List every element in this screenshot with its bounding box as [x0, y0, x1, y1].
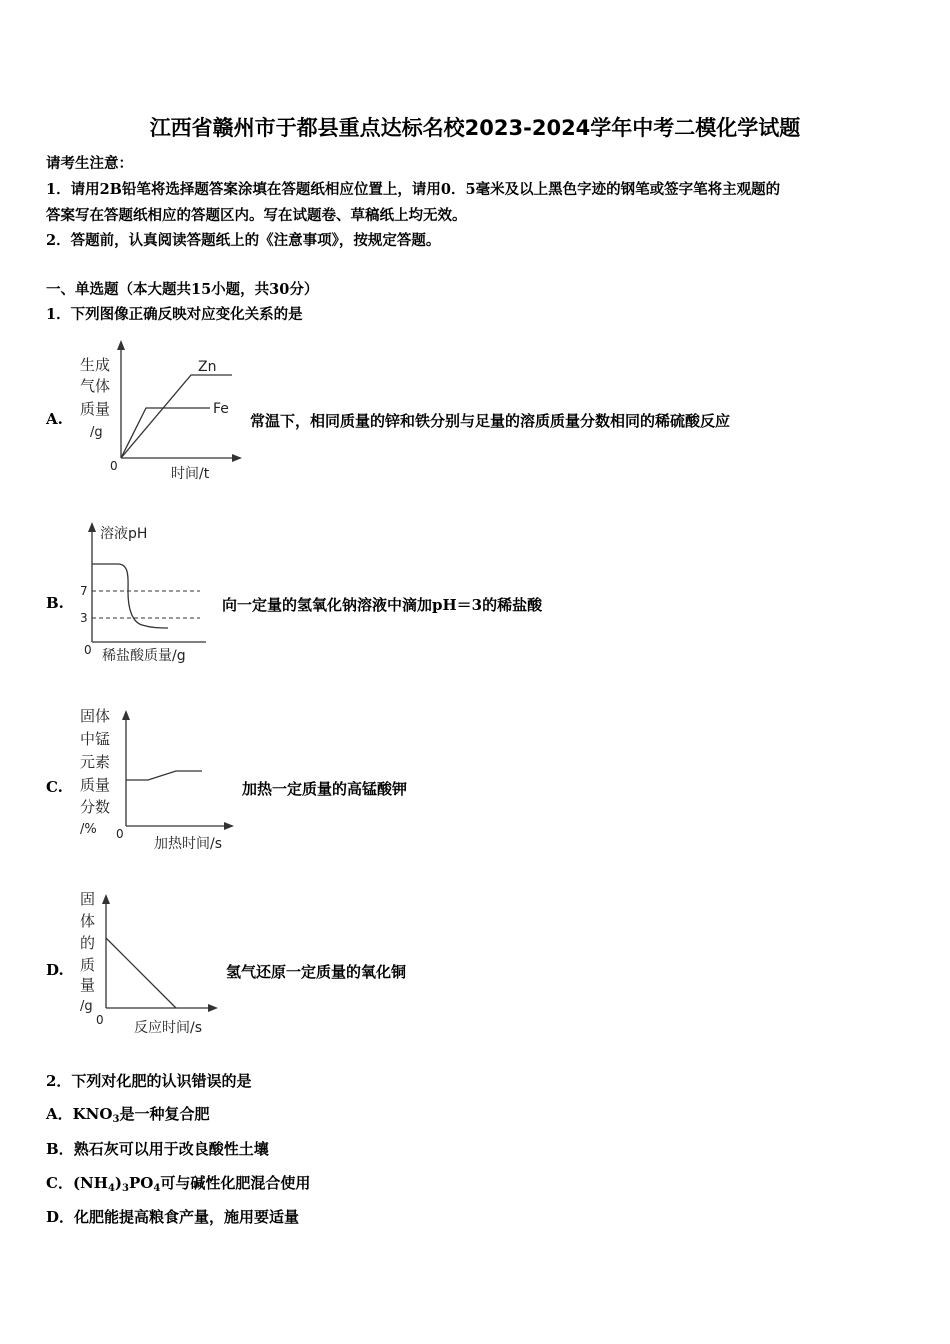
graph-a-zn-label: Zn: [198, 359, 217, 375]
q2-option-d-text: 化肥能提高粮食产量，施用要适量: [74, 1208, 300, 1226]
graph-c-ylabel-4: 质量: [80, 776, 111, 794]
graph-b-tick-7: 7: [80, 584, 88, 598]
graph-b-y-arrow: [88, 522, 96, 532]
q2-option-a-letter: A．: [46, 1105, 73, 1123]
graph-d-ylabel-5: 量: [80, 976, 96, 994]
graph-d-xlabel: 反应时间/s: [134, 1020, 203, 1036]
q2-option-d-letter: D．: [46, 1208, 75, 1226]
q2-option-c-formula-2: ): [114, 1174, 123, 1192]
graph-c-y-arrow: [122, 710, 130, 720]
q2-option-c-formula-1: (NH: [72, 1174, 108, 1192]
q2-option-c-sub-3: 4: [153, 1183, 161, 1194]
q2-option-a-sub: 3: [112, 1114, 120, 1125]
graph-b-ylabel: 溶液pH: [100, 526, 148, 542]
graph-b-origin: 0: [84, 643, 92, 657]
q2-option-a-text: 是一种复合肥: [119, 1105, 210, 1123]
q2-option-c-text: 可与碱性化肥混合使用: [160, 1174, 311, 1192]
graph-a-fe-line: [121, 408, 210, 458]
graph-d-ylabel-4: 质: [80, 956, 96, 974]
graph-b-xlabel: 稀盐酸质量/g: [102, 648, 186, 664]
graph-a-xlabel: 时间/t: [171, 466, 210, 482]
q1-option-b-text: 向一定量的氢氧化钠溶液中滴加pH＝3的稀盐酸: [222, 596, 543, 614]
notice-item-1-line-2: 答案写在答题纸相应的答题区内。写在试题卷、草稿纸上均无效。: [46, 207, 467, 224]
graph-b-tick-3: 3: [80, 611, 88, 625]
q1-option-b-letter: B.: [46, 594, 64, 612]
notice-item-1-line-1: 1．请用2B铅笔将选择题答案涂填在答题纸相应位置上，请用0．5毫米及以上黑色字迹的钢笔或签字笔将主观题的: [46, 181, 781, 198]
q1-option-b-graph: [76, 518, 216, 668]
graph-d-y-arrow: [102, 894, 110, 904]
graph-a-ylabel-2: 气体: [80, 377, 111, 395]
q2-option-c-sub-1: 4: [107, 1183, 115, 1194]
graph-c-x-arrow: [224, 822, 234, 830]
graph-d-ylabel-2: 体: [80, 912, 96, 930]
q2-option-b: [46, 1138, 269, 1159]
graph-d-origin: 0: [96, 1013, 104, 1027]
graph-d-ylabel-1: 固: [80, 890, 96, 908]
q2-option-c-sub-2: 3: [122, 1183, 129, 1194]
graph-d-ylabel-3: 的: [80, 934, 96, 952]
notice-item-2: 2．答题前，认真阅读答题纸上的《注意事项》，按规定答题。: [46, 232, 441, 249]
q2-option-c-letter: C．: [46, 1174, 73, 1192]
graph-a-origin: 0: [110, 459, 118, 473]
q2-option-c: [46, 1172, 310, 1194]
graph-a-ylabel-4: /g: [90, 425, 103, 440]
q2-option-a-formula: KNO: [72, 1105, 113, 1123]
question-2-stem: 2．下列对化肥的认识错误的是: [46, 1072, 252, 1090]
graph-d-x-arrow: [208, 1004, 218, 1012]
graph-c-xlabel: 加热时间/s: [154, 836, 223, 852]
q1-option-c-graph: [76, 700, 240, 856]
graph-a-ylabel-3: 质量: [80, 400, 111, 418]
graph-c-mn-line: [126, 771, 202, 780]
q1-option-d-graph: [76, 886, 226, 1040]
question-1-stem: 1．下列图像正确反映对应变化关系的是: [46, 306, 303, 323]
graph-d-ylabel-6: /g: [80, 999, 93, 1014]
q1-option-a-text: 常温下，相同质量的锌和铁分别与足量的溶质质量分数相同的稀硫酸反应: [250, 412, 731, 430]
page-title: 江西省赣州市于都县重点达标名校2023-2024学年中考二模化学试题: [149, 116, 801, 140]
q2-option-b-letter: B．: [46, 1140, 74, 1158]
graph-c-origin: 0: [116, 827, 124, 841]
graph-a-ylabel-1: 生成: [80, 356, 111, 374]
graph-c-ylabel-6: /%: [80, 822, 97, 837]
section-heading: 一、单选题（本大题共15小题，共30分）: [46, 281, 319, 298]
notice-heading: 请考生注意：: [46, 155, 133, 172]
q2-option-b-text: 熟石灰可以用于改良酸性土壤: [73, 1140, 269, 1158]
q2-option-d: [46, 1206, 299, 1227]
q1-option-c-letter: C.: [46, 778, 63, 796]
q1-option-d-text: 氢气还原一定质量的氧化铜: [226, 963, 407, 981]
graph-a-y-arrow: [117, 340, 125, 350]
q1-option-a-letter: A.: [46, 410, 63, 428]
graph-c-ylabel-5: 分数: [80, 798, 111, 816]
graph-a-fe-label: Fe: [213, 401, 229, 417]
graph-a-x-arrow: [232, 454, 242, 462]
q1-option-a-graph: [76, 338, 248, 486]
q2-option-a: [46, 1103, 209, 1125]
graph-d-mass-line: [106, 938, 176, 1008]
q2-option-c-formula-3: PO: [128, 1174, 154, 1192]
q1-option-d-letter: D.: [46, 961, 64, 979]
graph-c-ylabel-1: 固体: [80, 707, 111, 725]
graph-c-ylabel-3: 元素: [80, 753, 111, 771]
graph-c-ylabel-2: 中锰: [80, 730, 111, 748]
q1-option-c-text: 加热一定质量的高锰酸钾: [242, 780, 408, 798]
